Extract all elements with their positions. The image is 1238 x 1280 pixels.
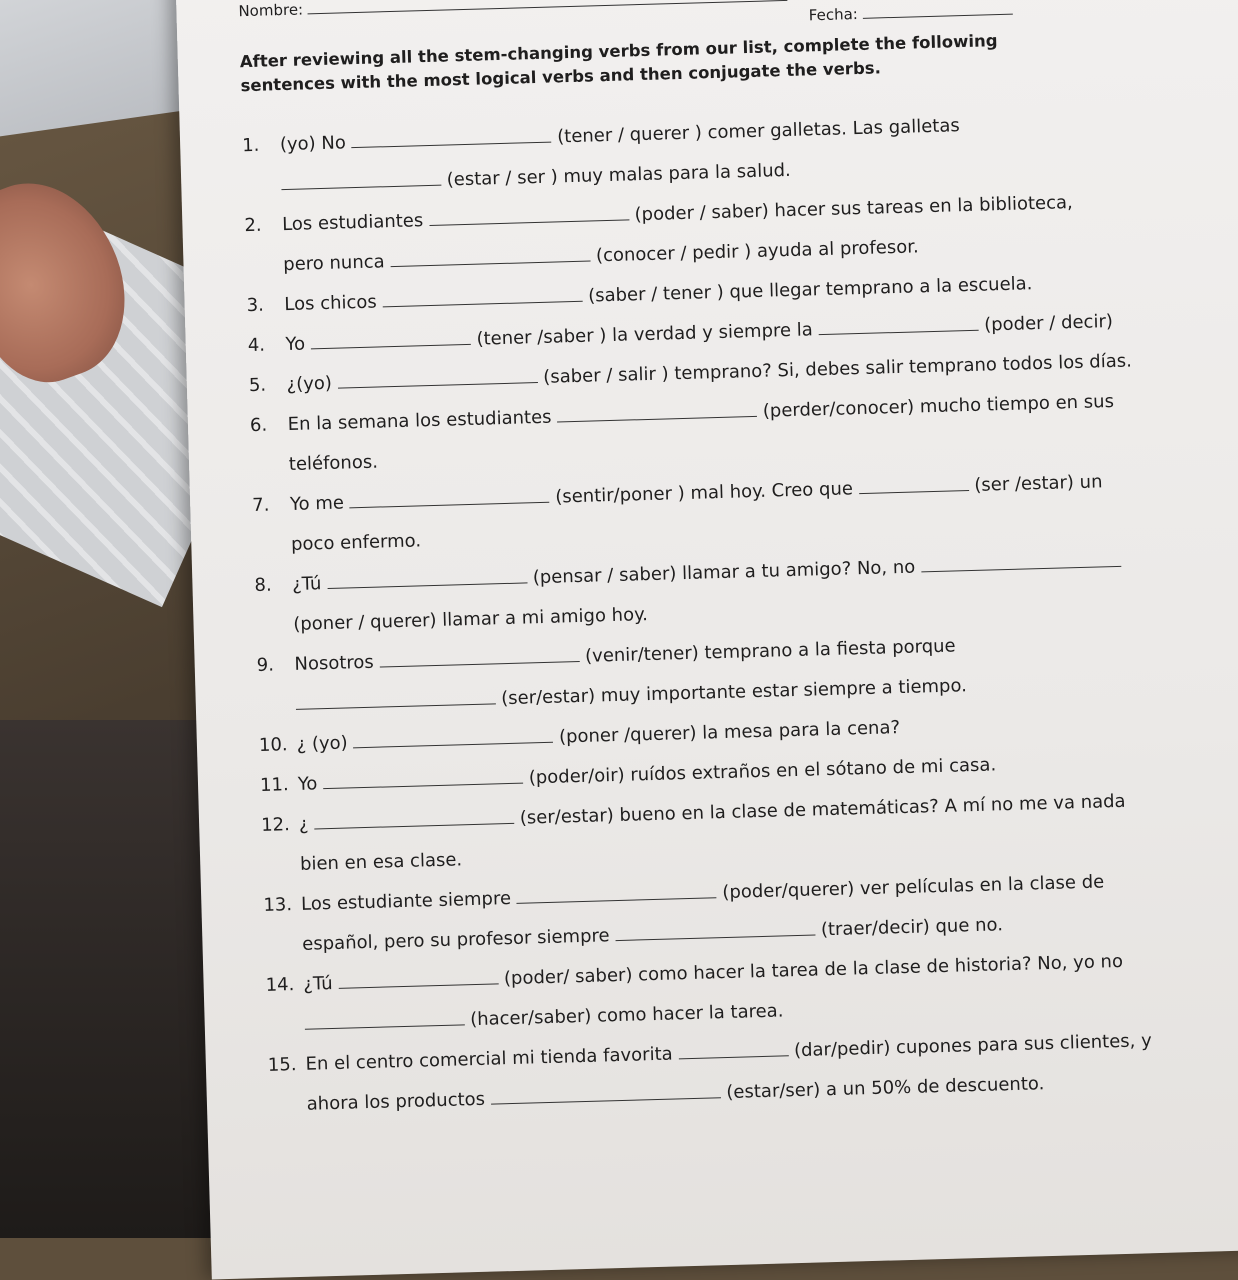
item-text: (poder/querer) ver películas en la clase de: [722, 871, 1105, 904]
item-number: 12.: [260, 814, 291, 836]
item-text: Los estudiante siempre: [300, 887, 512, 915]
item-text: español, pero su profesor siempre: [301, 925, 610, 955]
item-text: ahora los productos: [306, 1088, 486, 1115]
item-text: En la semana los estudiantes: [287, 406, 552, 436]
item-text: (estar/ser) a un 50% de descuento.: [726, 1073, 1045, 1104]
answer-blank[interactable]: [819, 330, 979, 335]
worksheet-paper: [175, 0, 1238, 1279]
answer-blank[interactable]: [517, 897, 717, 904]
item-text: (tener /saber ) la verdad y siempre la: [476, 319, 814, 350]
answer-blank[interactable]: [338, 382, 538, 389]
item-number: 5.: [248, 374, 267, 397]
answer-blank[interactable]: [327, 582, 527, 589]
answer-blank[interactable]: [354, 742, 554, 749]
item-text: pero nunca: [282, 251, 385, 276]
item-text: (conocer / pedir ) ayuda al profesor.: [595, 236, 919, 267]
item-text: Los chicos: [284, 291, 378, 316]
item-number: 13.: [263, 894, 293, 916]
item-text: (saber / tener ) que llegar temprano a la escuela.: [587, 273, 1033, 307]
answer-blank[interactable]: [390, 261, 590, 268]
item-text: (ser/estar) muy importante estar siempre a tiempo.: [500, 675, 968, 710]
answer-blank[interactable]: [305, 1024, 465, 1029]
item-text: (poner /querer) la mesa para la cena?: [558, 717, 901, 748]
item-text: teléfonos.: [288, 451, 379, 476]
item-number: 15.: [267, 1054, 297, 1076]
item-text: (saber / salir ) temprano? Si, debes salir temprano todos los días.: [542, 350, 1133, 388]
item-text: (ser /estar) un: [974, 471, 1103, 496]
item-text: (ser/estar) bueno en la clase de matemáticas? A mí no me va nada: [519, 790, 1126, 829]
name-label: Nombre:: [238, 0, 304, 21]
answer-blank[interactable]: [296, 703, 496, 710]
item-text: ¿Tú: [291, 573, 322, 595]
item-text: (traer/decir) que no.: [820, 914, 1004, 941]
answer-blank[interactable]: [281, 185, 441, 190]
item-number: 10.: [258, 734, 288, 756]
item-text: (hacer/saber) como hacer la tarea.: [469, 1000, 784, 1031]
item-text: (perder/conocer) mucho tiempo en sus: [762, 390, 1115, 422]
item-text: (estar / ser ) muy malas para la salud.: [446, 159, 792, 191]
item-number: 3.: [246, 294, 265, 317]
item-text: ¿: [298, 813, 309, 835]
item-number: 14.: [265, 974, 295, 996]
name-field: [238, 0, 788, 20]
answer-blank[interactable]: [859, 490, 969, 494]
answer-blank[interactable]: [678, 1055, 788, 1059]
name-blank[interactable]: [308, 0, 788, 14]
answer-blank[interactable]: [311, 344, 471, 349]
item-text: Yo: [297, 773, 318, 795]
item-text: ¿(yo): [286, 372, 333, 396]
item-text: (tener / querer ) comer galletas. Las galletas: [556, 115, 960, 148]
answer-blank[interactable]: [338, 983, 498, 988]
answer-blank[interactable]: [429, 219, 629, 226]
answer-blank[interactable]: [921, 566, 1121, 573]
item-text: (yo) No: [279, 132, 347, 156]
item-number: 4.: [247, 334, 266, 357]
item-number: 6.: [249, 414, 268, 437]
item-text: Yo me: [289, 492, 345, 515]
item-text: ¿ (yo): [296, 732, 348, 755]
item-text: poco enfermo.: [290, 530, 422, 555]
item-text: (poder / decir): [983, 310, 1114, 336]
answer-blank[interactable]: [314, 823, 514, 830]
answer-blank[interactable]: [383, 301, 583, 308]
worksheet: [238, 0, 1169, 1126]
date-blank[interactable]: [863, 14, 1013, 19]
item-number: 2.: [244, 214, 262, 237]
date-label: Fecha:: [808, 4, 859, 25]
item-text: bien en esa clase.: [299, 849, 463, 875]
date-field: [809, 1, 1013, 25]
answer-blank[interactable]: [491, 1097, 721, 1104]
answer-blank[interactable]: [352, 142, 552, 149]
answer-blank[interactable]: [350, 502, 550, 509]
item-text: (poder/ saber) como hacer la tarea de la clase de historia? No, yo no: [503, 950, 1124, 990]
instructions: After reviewing all the stem-changing verbs from our list, complete the following sentences with the most logical verbs and then conjugate the verbs.: [239, 31, 998, 96]
item-text: (poder / saber) hacer sus tareas en la biblioteca,: [634, 192, 1073, 226]
item-text: En el centro comercial mi tienda favorita: [305, 1043, 673, 1075]
exercise-list: [242, 101, 1170, 1126]
item-text: (poder/oir) ruídos extraños en el sótano de mi casa.: [528, 754, 997, 789]
answer-blank[interactable]: [323, 783, 523, 790]
item-text: (poner / querer) llamar a mi amigo hoy.: [293, 604, 649, 635]
item-text: (venir/tener) temprano a la fiesta porque: [584, 635, 956, 667]
item-text: Los estudiantes: [281, 210, 424, 236]
item-text: ¿Tú: [303, 973, 333, 995]
answer-blank[interactable]: [380, 661, 580, 668]
item-number: 8.: [254, 574, 272, 597]
item-text: (pensar / saber) llamar a tu amigo? No, no: [532, 556, 916, 589]
item-text: (dar/pedir) cupones para sus clientes, y: [793, 1030, 1153, 1062]
answer-blank[interactable]: [557, 416, 757, 423]
item-number: 1.: [241, 134, 260, 157]
item-text: Nosotros: [294, 651, 375, 675]
item-text: Yo: [285, 333, 306, 356]
item-number: 7.: [251, 494, 270, 517]
answer-blank[interactable]: [615, 935, 815, 942]
item-text: (sentir/poner ) mal hoy. Creo que: [555, 478, 854, 508]
item-number: 11.: [259, 774, 290, 796]
item-number: 9.: [256, 654, 275, 676]
